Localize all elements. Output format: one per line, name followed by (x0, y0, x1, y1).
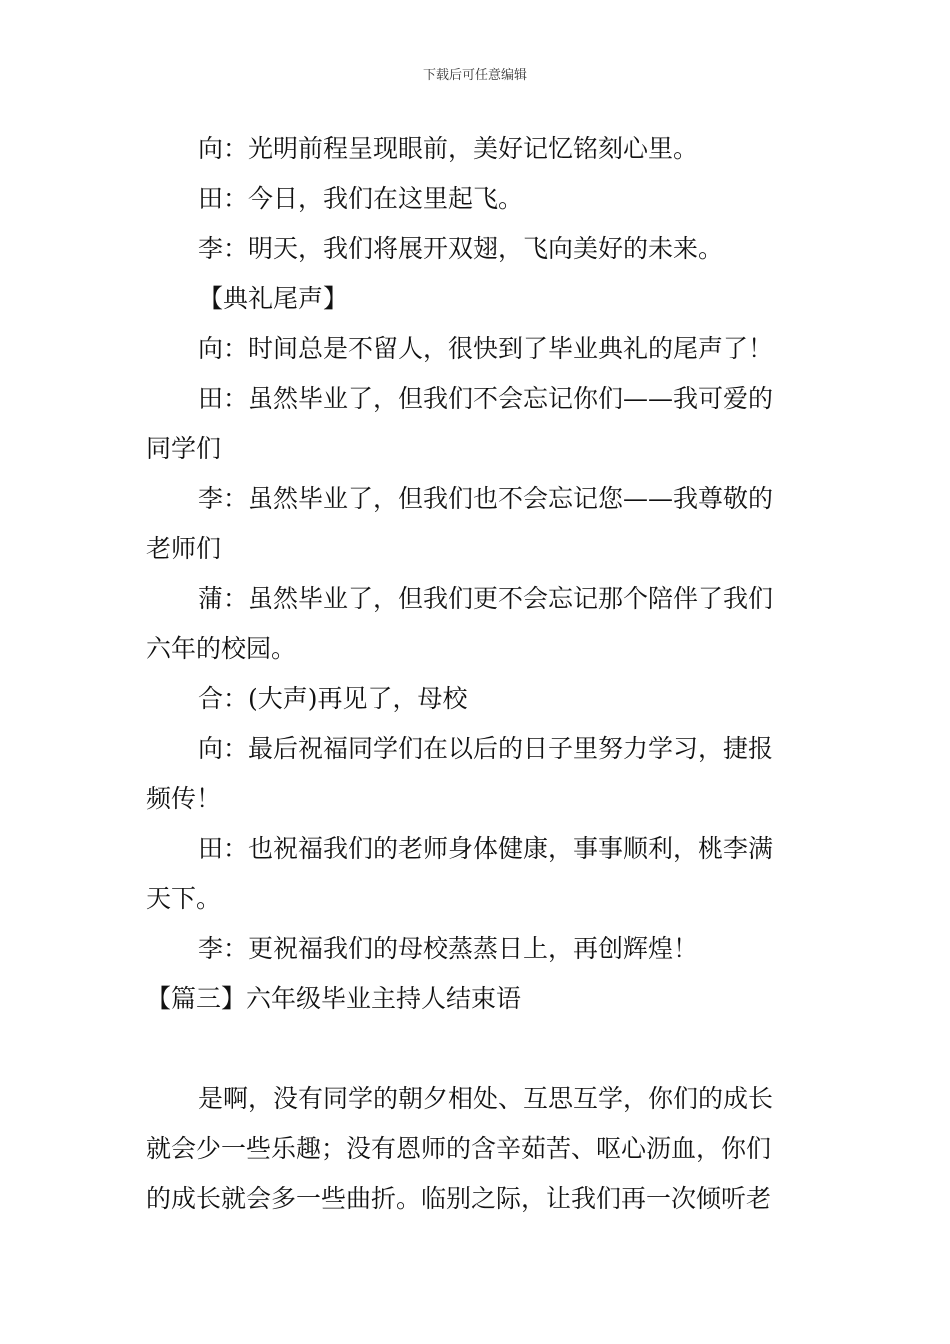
closing-line: 的成长就会多一些曲折。临别之际，让我们再一次倾听老 (146, 1184, 772, 1213)
paragraph: 向：光明前程呈现眼前，美好记忆铭刻心里。 (198, 134, 699, 163)
paragraph: 李：明天，我们将展开双翅，飞向美好的未来。 (198, 234, 724, 263)
paragraph-line: 李：虽然毕业了，但我们也不会忘记您——我尊敬的 (198, 484, 774, 513)
document-body (146, 124, 806, 1224)
paragraph-line: 向：最后祝福同学们在以后的日子里努力学习，捷报 (198, 734, 774, 763)
paragraph-continuation: 频传！ (146, 784, 222, 813)
paragraph-continuation: 老师们 (146, 534, 222, 563)
paragraph-line: 田：也祝福我们的老师身体健康，事事顺利，桃李满 (198, 834, 774, 863)
paragraph-continuation: 天下。 (146, 884, 222, 913)
page-header: 下载后可任意编辑 (422, 68, 527, 83)
paragraph-line: 蒲：虽然毕业了，但我们更不会忘记那个陪伴了我们 (198, 584, 774, 613)
paragraph: 合：(大声)再见了，母校 (198, 684, 468, 713)
closing-line: 是啊，没有同学的朝夕相处、互思互学，你们的成长 (198, 1084, 774, 1113)
paragraph: 田：今日，我们在这里起飞。 (198, 184, 524, 213)
paragraph: 向：时间总是不留人，很快到了毕业典礼的尾声了！ (198, 334, 774, 363)
section-subheading: 【典礼尾声】 (198, 284, 349, 313)
blank-line (146, 1024, 806, 1074)
section-heading: 【篇三】六年级毕业主持人结束语 (146, 984, 522, 1013)
closing-line: 就会少一些乐趣；没有恩师的含辛茹苦、呕心沥血，你们 (146, 1134, 772, 1163)
paragraph-continuation: 六年的校园。 (146, 634, 297, 663)
paragraph: 李：更祝福我们的母校蒸蒸日上，再创辉煌！ (198, 934, 699, 963)
paragraph-line: 田：虽然毕业了，但我们不会忘记你们——我可爱的 (198, 384, 774, 413)
paragraph-continuation: 同学们 (146, 434, 222, 463)
